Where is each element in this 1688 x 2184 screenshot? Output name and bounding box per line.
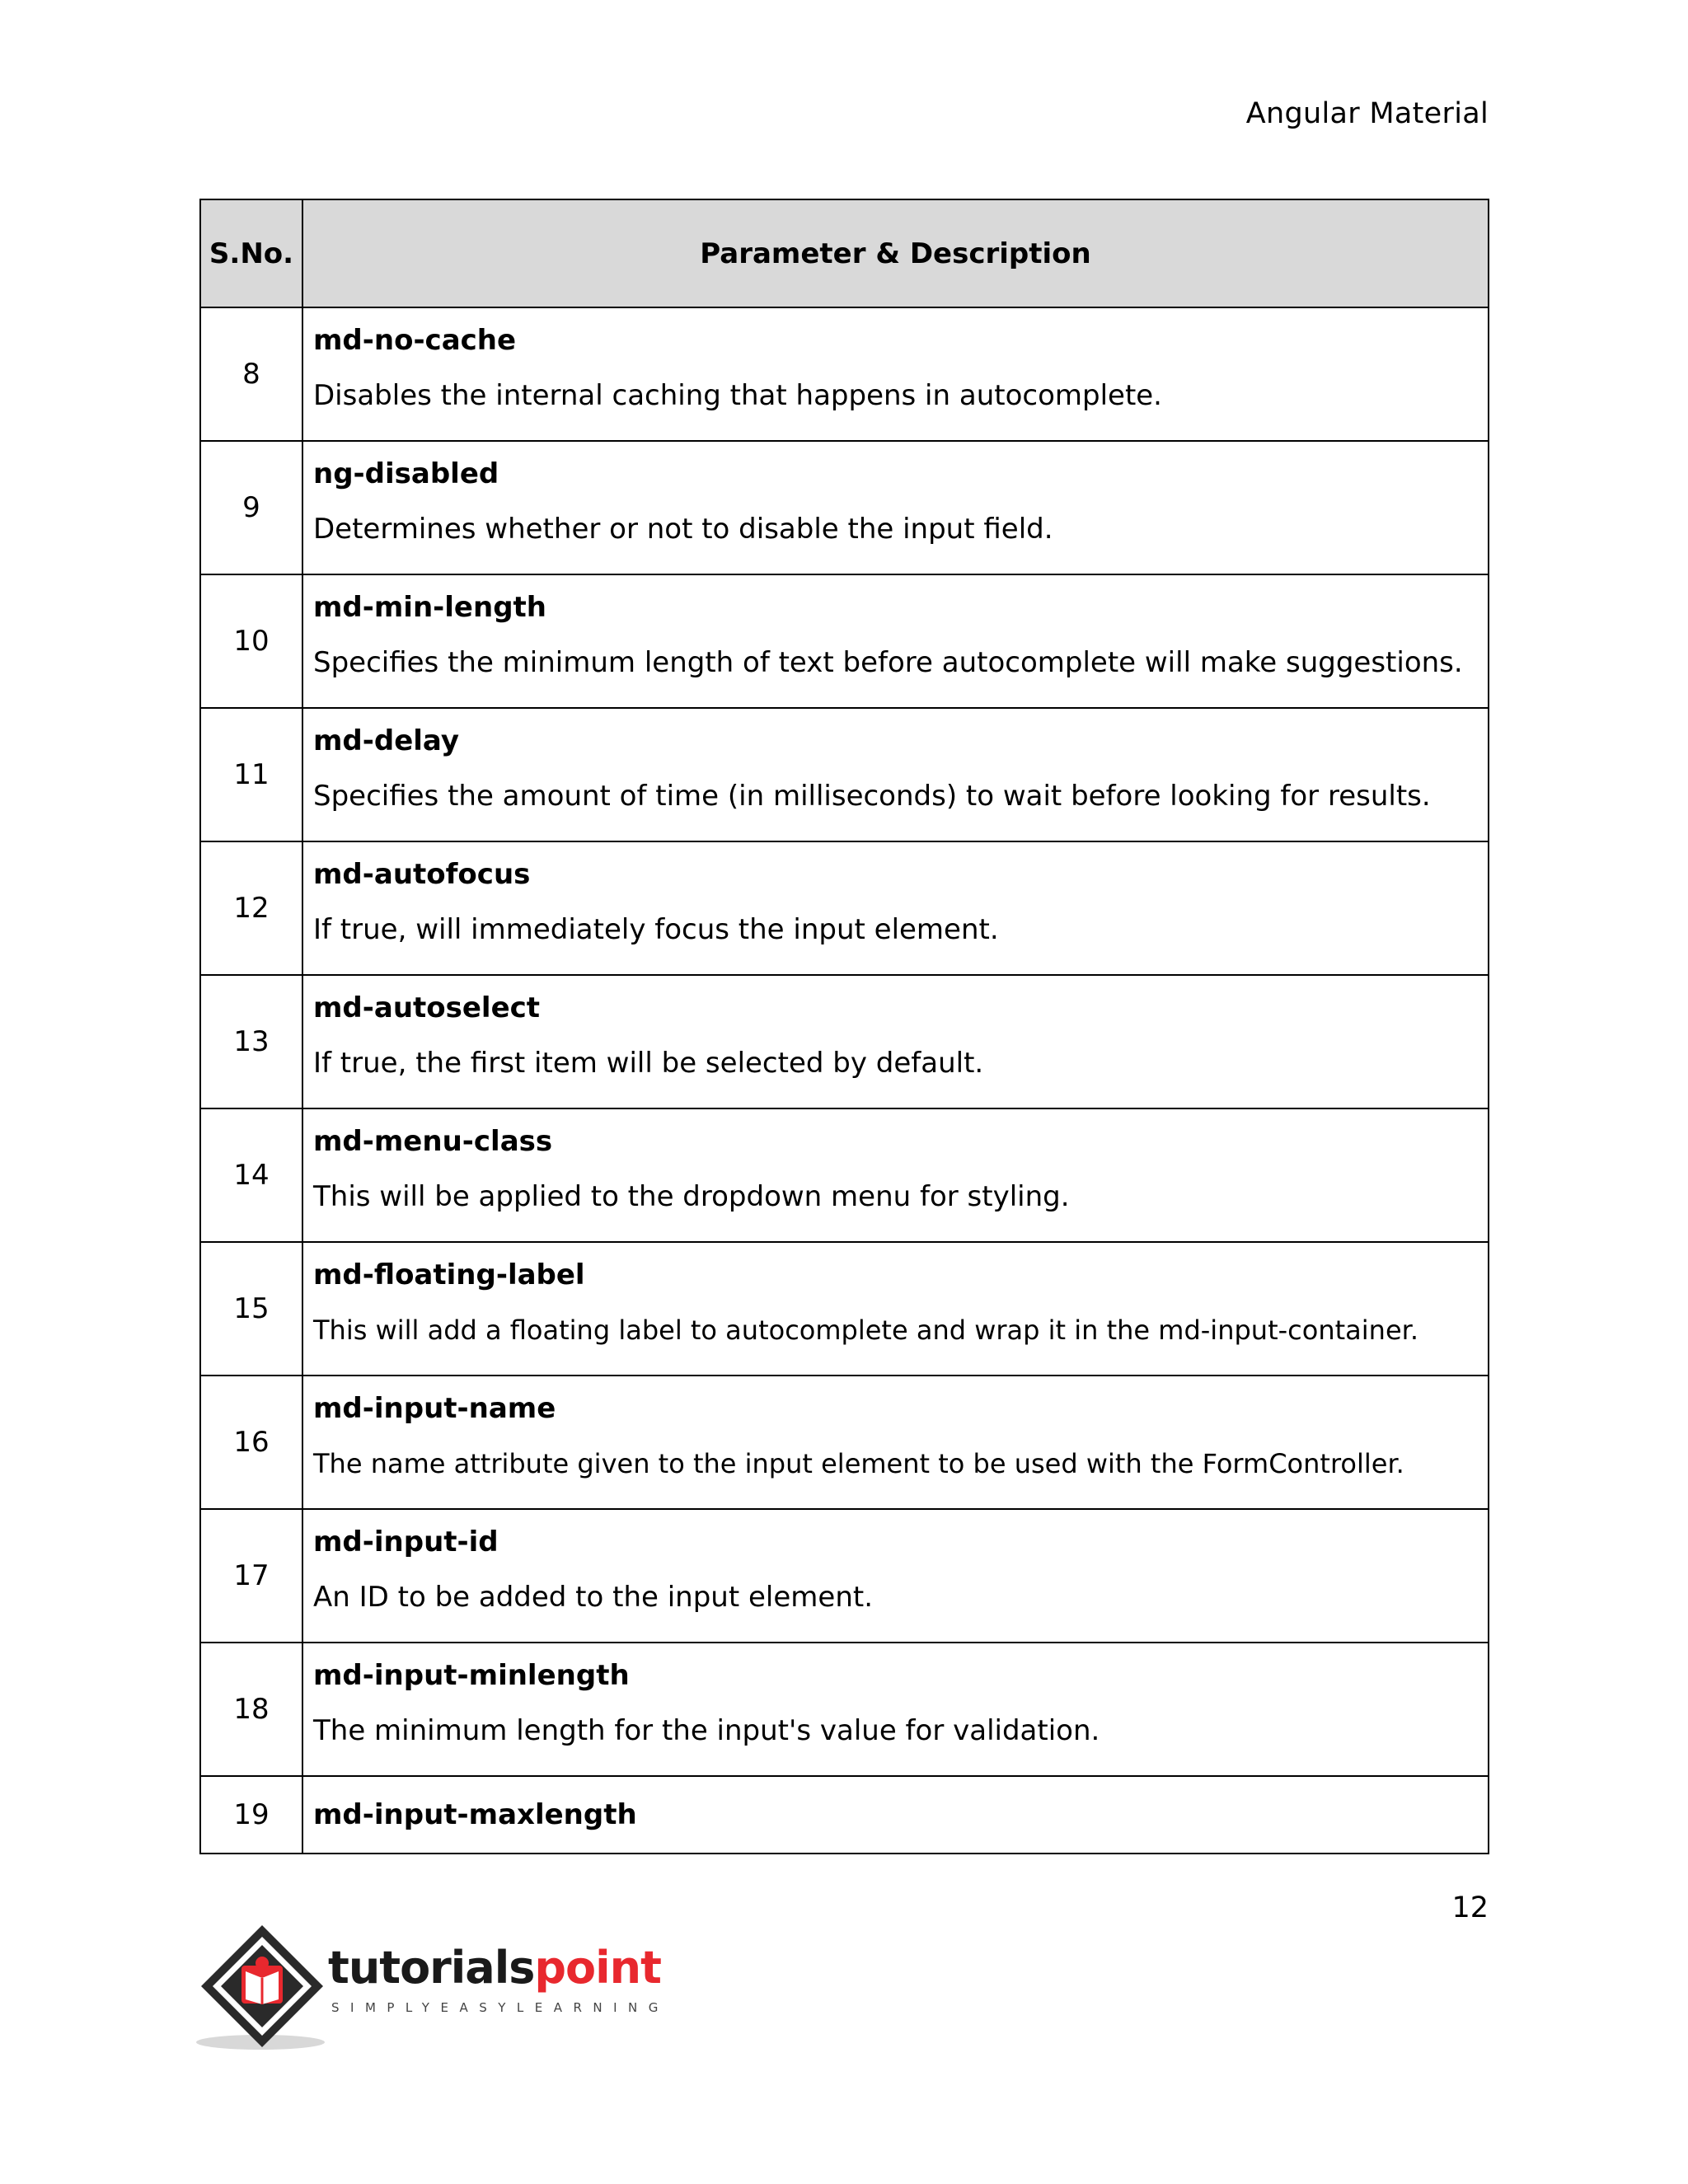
row-number: 16 <box>200 1376 302 1509</box>
parameter-name: md-input-minlength <box>313 1659 630 1692</box>
row-number: 13 <box>200 975 302 1108</box>
row-number: 17 <box>200 1509 302 1643</box>
logo-wordmark: tutorialspoint <box>328 1942 661 1994</box>
table-row <box>200 1108 1489 1242</box>
row-number: 14 <box>200 1108 302 1242</box>
page-number: 12 <box>1451 1891 1489 1924</box>
running-header: Angular Material <box>1245 97 1489 130</box>
row-number: 9 <box>200 441 302 574</box>
row-number: 8 <box>200 307 302 441</box>
tutorialspoint-logo <box>196 1920 669 2052</box>
table-row <box>200 1376 1489 1509</box>
parameter-description: This will be applied to the dropdown menu for styling. <box>313 1180 1070 1213</box>
parameter-description: If true, will immediately focus the input element. <box>313 913 999 946</box>
table-row <box>200 1509 1489 1643</box>
row-number: 19 <box>200 1776 302 1854</box>
parameter-description: An ID to be added to the input element. <box>313 1581 874 1614</box>
row-content <box>302 841 1489 975</box>
row-content <box>302 1776 1489 1854</box>
parameters-table <box>199 199 1489 1854</box>
parameter-name: md-input-maxlength <box>313 1798 637 1831</box>
row-content <box>302 574 1489 708</box>
parameter-description: Disables the internal caching that happens in autocomplete. <box>313 379 1162 412</box>
logo-tagline: SIMPLYEASYLEARNING <box>331 2000 669 2015</box>
row-content <box>302 1242 1489 1376</box>
row-number: 10 <box>200 574 302 708</box>
row-content <box>302 441 1489 574</box>
table-row <box>200 1242 1489 1376</box>
table-header-row <box>200 199 1489 307</box>
row-content <box>302 1376 1489 1509</box>
row-number: 15 <box>200 1242 302 1376</box>
parameter-description: The name attribute given to the input element to be used with the FormController. <box>313 1448 1404 1479</box>
parameter-name: md-autoselect <box>313 991 541 1024</box>
parameter-name: md-floating-label <box>313 1258 585 1291</box>
table-row <box>200 841 1489 975</box>
parameter-name: md-autofocus <box>313 858 531 891</box>
table-row <box>200 307 1489 441</box>
parameter-name: md-input-name <box>313 1392 556 1425</box>
parameter-name: md-delay <box>313 724 459 757</box>
parameter-description: Specifies the minimum length of text before autocomplete will make suggestions. <box>313 646 1463 679</box>
row-content <box>302 708 1489 841</box>
parameter-description: Specifies the amount of time (in milliseconds) to wait before looking for results. <box>313 780 1431 813</box>
row-content <box>302 975 1489 1108</box>
logo-diamond-icon <box>196 1920 328 2052</box>
table-row <box>200 975 1489 1108</box>
parameter-name: md-no-cache <box>313 324 517 357</box>
parameter-name: md-menu-class <box>313 1125 553 1158</box>
parameter-name: md-min-length <box>313 591 546 624</box>
parameter-name: ng-disabled <box>313 457 499 490</box>
table-row <box>200 1643 1489 1776</box>
parameter-description: This will add a floating label to autocomplete and wrap it in the md-input-container. <box>313 1315 1419 1346</box>
row-content <box>302 307 1489 441</box>
parameter-description: Determines whether or not to disable the input field. <box>313 513 1053 546</box>
row-number: 12 <box>200 841 302 975</box>
table-row <box>200 574 1489 708</box>
parameter-description: The minimum length for the input's value for validation. <box>313 1714 1100 1747</box>
column-header-parameter: Parameter & Description <box>302 199 1489 307</box>
row-number: 11 <box>200 708 302 841</box>
row-content <box>302 1509 1489 1643</box>
row-number: 18 <box>200 1643 302 1776</box>
row-content <box>302 1643 1489 1776</box>
table-row <box>200 1776 1489 1854</box>
table-row <box>200 441 1489 574</box>
parameter-description: If true, the first item will be selected by default. <box>313 1047 984 1080</box>
table-row <box>200 708 1489 841</box>
row-content <box>302 1108 1489 1242</box>
parameter-name: md-input-id <box>313 1526 499 1558</box>
column-header-sno: S.No. <box>200 199 302 307</box>
